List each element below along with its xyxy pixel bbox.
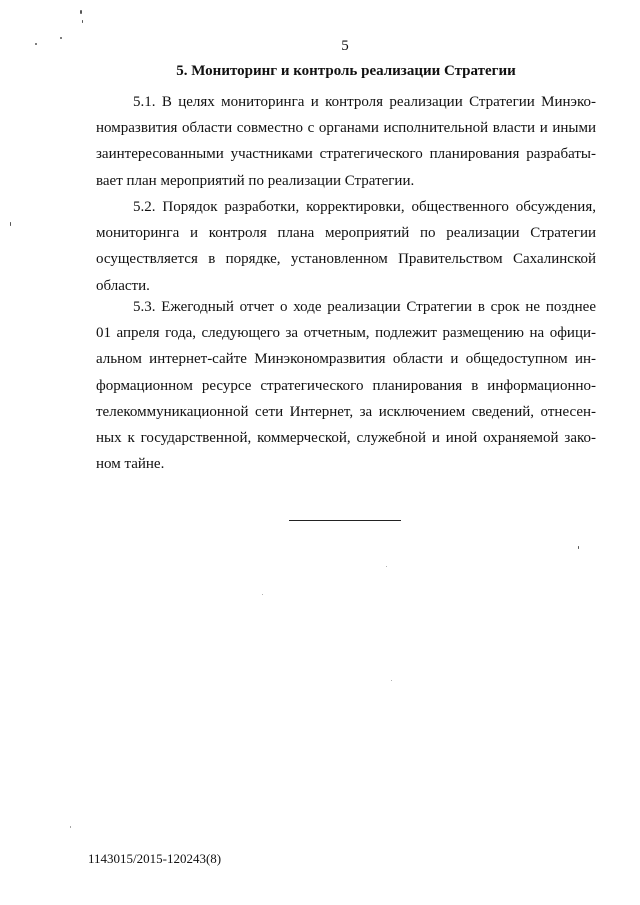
paragraph-5-3 [96,294,596,477]
paragraph-line: 5.2. Порядок разработки, корректировки, общественного обсуждения, [133,199,596,215]
paragraph-line: области. [96,277,150,294]
paragraph-5-1 [96,89,596,194]
paragraph-line: 01 апреля года, следующего за отчетным, подлежит размещению на офици- [96,325,596,342]
paragraph-line: телекоммуникационной сети Интернет, за исключением сведений, отнесен- [96,403,596,420]
paragraph-line: заинтересованными участниками стратегического планирования разрабаты- [96,146,596,163]
scan-speck [80,10,82,14]
scan-speck [262,594,263,595]
page-number: 5 [341,38,349,54]
scan-speck [82,20,83,23]
section-heading: 5. Мониторинг и контроль реализации Стратегии [176,63,516,79]
paragraph-line: ном тайне. [96,456,165,473]
scan-speck [35,43,37,45]
paragraph-5-2 [96,194,596,299]
paragraph-line: осуществляется в порядке, установленном Правительством Сахалинской [96,251,596,268]
scan-speck [60,37,62,39]
scan-speck [70,826,71,828]
paragraph-line: формационном ресурсе стратегического планирования в информационно- [96,377,596,394]
paragraph-line: 5.1. В целях мониторинга и контроля реализации Стратегии Минэко- [133,94,596,110]
paragraph-line: номразвития области совместно с органами исполнительной власти и иными [96,120,596,137]
paragraph-line: 5.3. Ежегодный отчет о ходе реализации Стратегии в срок не позднее [133,299,596,315]
paragraph-line: вает план мероприятий по реализации Стратегии. [96,172,415,189]
end-divider [289,520,401,521]
paragraph-line: ных к государственной, коммерческой, служебной и иной охраняемой зако- [96,430,596,447]
scan-speck [10,222,11,226]
scan-speck [391,680,392,681]
document-id: 1143015/2015-120243(8) [88,851,222,866]
paragraph-line: альном интернет-сайте Минэкономразвития области и общедоступном ин- [96,351,596,368]
scan-speck [386,566,387,567]
scan-speck [578,546,579,549]
paragraph-line: мониторинга и контроля плана мероприятий по реализации Стратегии [96,225,596,242]
